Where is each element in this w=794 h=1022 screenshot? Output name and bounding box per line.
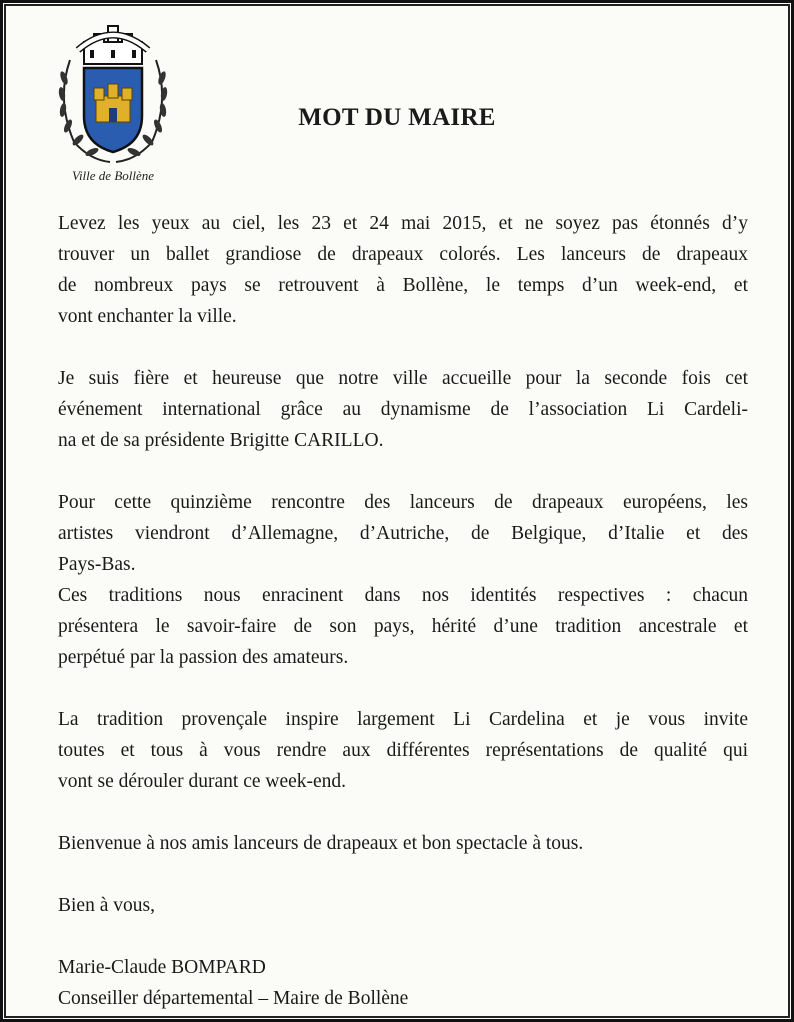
text-line: perpétué par la passion des amateurs. [58, 647, 349, 668]
document-page [6, 6, 788, 1016]
letter-body [58, 208, 748, 1014]
text-line: Pour cette quinzième rencontre des lanceurs de drapeaux européens, les [58, 492, 748, 513]
paragraph-5 [58, 704, 748, 797]
text-line: Je suis fière et heureuse que notre ville accueille pour la seconde fois cet [58, 368, 748, 389]
closing-text: Bien à vous, [58, 895, 155, 916]
text-line: na et de sa présidente Brigitte CARILLO. [58, 430, 384, 451]
text-line: Pays-Bas. [58, 554, 136, 575]
text-line: toutes et tous à vous rendre aux différentes représentations de qualité qui [58, 740, 748, 761]
paragraph-2 [58, 363, 748, 456]
text-line: artistes viendront d’Allemagne, d’Autriche, de Belgique, d’Italie et des [58, 523, 748, 544]
text-line: vont se dérouler durant ce week-end. [58, 771, 347, 792]
logo-caption: Ville de Bollène [71, 168, 155, 183]
paragraph-6 [58, 828, 748, 859]
coat-of-arms-icon [50, 20, 176, 170]
page-title [6, 104, 788, 132]
text-line: Ces traditions nous enracinent dans nos identités respectives : chacun [58, 585, 748, 606]
closing-line [58, 890, 748, 921]
signature-role: Conseiller départemental – Maire de Bollène [58, 988, 409, 1009]
text-line: trouver un ballet grandiose de drapeaux colorés. Les lanceurs de drapeaux [58, 244, 748, 265]
text-line: Bienvenue à nos amis lanceurs de drapeaux et bon spectacle à tous. [58, 833, 584, 854]
paragraph-1 [58, 208, 748, 332]
title-text: MOT DU MAIRE [298, 104, 496, 131]
signature-block [58, 952, 748, 1014]
text-line: présentera le savoir-faire de son pays, hérité d’une tradition ancestrale et [58, 616, 748, 637]
text-line: événement international grâce au dynamisme de l’association Li Cardeli- [58, 399, 748, 420]
text-line: de nombreux pays se retrouvent à Bollène, le temps d’un week-end, et [58, 275, 748, 296]
paragraph-3 [58, 487, 748, 580]
text-line: Levez les yeux au ciel, les 23 et 24 mai 2015, et ne soyez pas étonnés d’y [58, 213, 748, 234]
paragraph-4 [58, 580, 748, 673]
text-line: La tradition provençale inspire largement Li Cardelina et je vous invite [58, 709, 748, 730]
text-line: vont enchanter la ville. [58, 306, 237, 327]
signature-name: Marie-Claude BOMPARD [58, 957, 266, 978]
